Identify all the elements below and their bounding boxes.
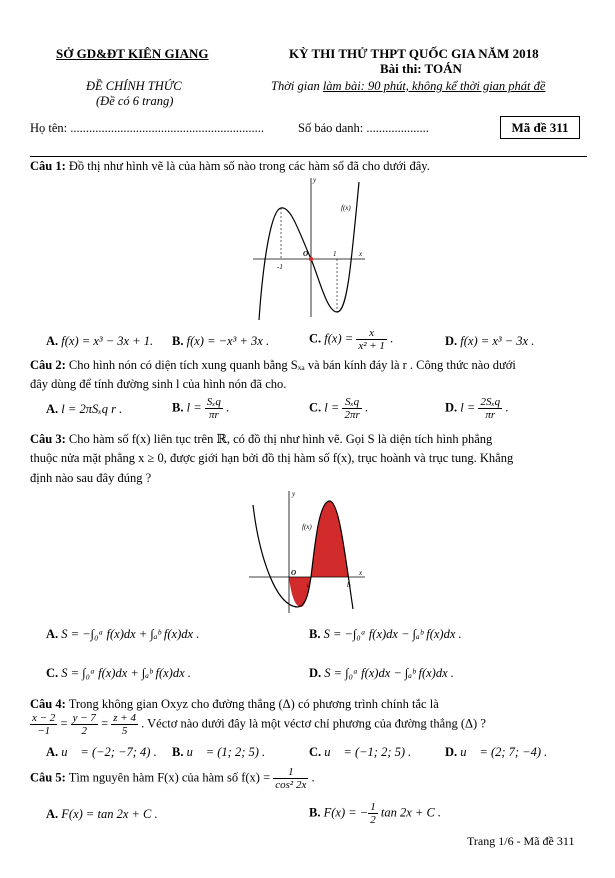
q3-x-label: x — [359, 569, 363, 577]
q3-stem-line3: định nào sau đây đúng ? — [30, 471, 152, 485]
q1-y-label: y — [313, 176, 317, 184]
q1-graph — [245, 172, 373, 322]
page-footer: Trang 1/6 - Mã đề 311 — [467, 834, 575, 848]
q3-option-a[interactable]: A. S = −∫₀ᵃ f(x)dx + ∫ₐᵇ f(x)dx . — [46, 627, 200, 641]
q1-tick-minus1: -1 — [277, 263, 283, 271]
q2-option-a[interactable]: A. l = 2πSₓq r . — [46, 402, 123, 416]
q2-option-d[interactable]: D. l = $\frac{\text{2Sₓq}}{\pi r}$ . — [445, 396, 509, 421]
q1-curve — [259, 182, 359, 320]
header-divider — [30, 156, 587, 157]
exam-code-box: Mã đề 311 — [500, 116, 580, 139]
q2-option-b[interactable]: B. l = $\frac{\text{Sₓq}}{\pi r}$ . — [172, 396, 230, 421]
q5-option-a[interactable]: A. F(x) = tan 2x + C . — [46, 807, 158, 821]
q3-y-label: y — [292, 490, 296, 498]
q1-option-d[interactable]: D. f(x) = x³ − 3x . — [445, 334, 535, 348]
q2-option-c[interactable]: C. l = $\frac{\text{Sₓq}}{2\pi r}$ . — [309, 396, 368, 421]
q3-shaded-region-2 — [311, 501, 349, 577]
q3-stem-line2: thuộc nửa mặt phẳng x ≥ 0, được giới hạn bởi đồ thị hàm số f(x), trục hoành và trục tung. Khẳng — [30, 451, 514, 465]
pages-note: (Đề có 6 trang) — [96, 94, 174, 108]
time-note: Thời gian làm bài: 90 phút, không kể thời gian phát đề — [271, 79, 546, 93]
q4-stem-line2: $\frac{x - 2}{-1}$ = $\frac{y - 7}{2}$ = $\frac{z + 4}{5}$ . Véctơ nào dưới đây là một véctơ chỉ phương của đường thẳng (Δ) ? — [32, 712, 486, 737]
exam-subject: Bài thi: TOÁN — [380, 61, 462, 76]
q4-option-d[interactable]: D. u⃗ = (2; 7; −4) . — [445, 745, 548, 759]
q4-option-b[interactable]: B. u⃗ = (1; 2; 5) . — [172, 745, 266, 759]
name-field: Họ tên: .............................................................. — [30, 121, 265, 135]
q5-stem: Câu 5: Tìm nguyên hàm F(x) của hàm số f(x) = $\frac{1}{\text{cos² 2x}}$ . — [30, 766, 315, 791]
official-label: ĐỀ CHÍNH THỨC — [86, 79, 182, 93]
q3-stem-line1: Câu 3: Cho hàm số f(x) liên tục trên ℝ, có đồ thị như hình vẽ. Gọi S là diện tích hình phẳng — [30, 432, 493, 446]
q1-fx-label: f(x) — [341, 204, 351, 212]
q3-fx-label: f(x) — [302, 523, 312, 531]
q2-stem-line2: đây dùng để tính đường sinh l của hình nón đã cho. — [30, 377, 287, 391]
q4-option-a[interactable]: A. u⃗ = (−2; −7; 4) . — [46, 745, 157, 759]
q1-tick-1: 1 — [333, 250, 337, 258]
q1-option-a[interactable]: A. f(x) = x³ − 3x + 1. — [46, 334, 154, 348]
q1-option-b[interactable]: B. f(x) = −x³ + 3x . — [172, 334, 270, 348]
q1-origin-label: O — [303, 250, 309, 258]
q2-stem-line1: Câu 2: Cho hình nón có diện tích xung quanh bằng Sₓₐ và bán kính đáy là r . Công thức nào dưới — [30, 358, 516, 372]
dept-name: SỞ GD&ĐT KIÊN GIANG — [56, 46, 209, 61]
q3-graph — [245, 485, 373, 615]
student-id-field: Số báo danh: .................... — [298, 121, 429, 135]
q1-origin-point — [309, 257, 313, 261]
exam-title: KỲ THI THỬ THPT QUỐC GIA NĂM 2018 — [289, 46, 539, 61]
q1-stem: Câu 1: Đồ thị như hình vẽ là của hàm số nào trong các hàm số đã cho dưới đây. — [30, 159, 430, 173]
q1-x-label: x — [359, 250, 363, 258]
q3-b-label: b — [347, 581, 351, 589]
q3-a-label: a — [307, 581, 311, 589]
q1-option-c[interactable]: C. f(x) = $\frac{x}{\text{x² + 1}}$ . — [309, 327, 394, 352]
q3-option-c[interactable]: C. S = ∫₀ᵃ f(x)dx + ∫ₐᵇ f(x)dx . — [46, 666, 191, 680]
q3-option-b[interactable]: B. S = −∫₀ᵃ f(x)dx − ∫ₐᵇ f(x)dx . — [309, 627, 462, 641]
q4-stem-line1: Câu 4: Trong không gian Oxyz cho đường thẳng (Δ) có phương trình chính tắc là — [30, 697, 439, 711]
q5-option-b[interactable]: B. F(x) = − $\frac{1}{2}$ tan 2x + C . — [309, 801, 442, 826]
q3-option-d[interactable]: D. S = ∫₀ᵃ f(x)dx − ∫ₐᵇ f(x)dx . — [309, 666, 454, 680]
q4-option-c[interactable]: C. u⃗ = (−1; 2; 5) . — [309, 745, 412, 759]
q3-origin-label: O — [291, 569, 297, 577]
